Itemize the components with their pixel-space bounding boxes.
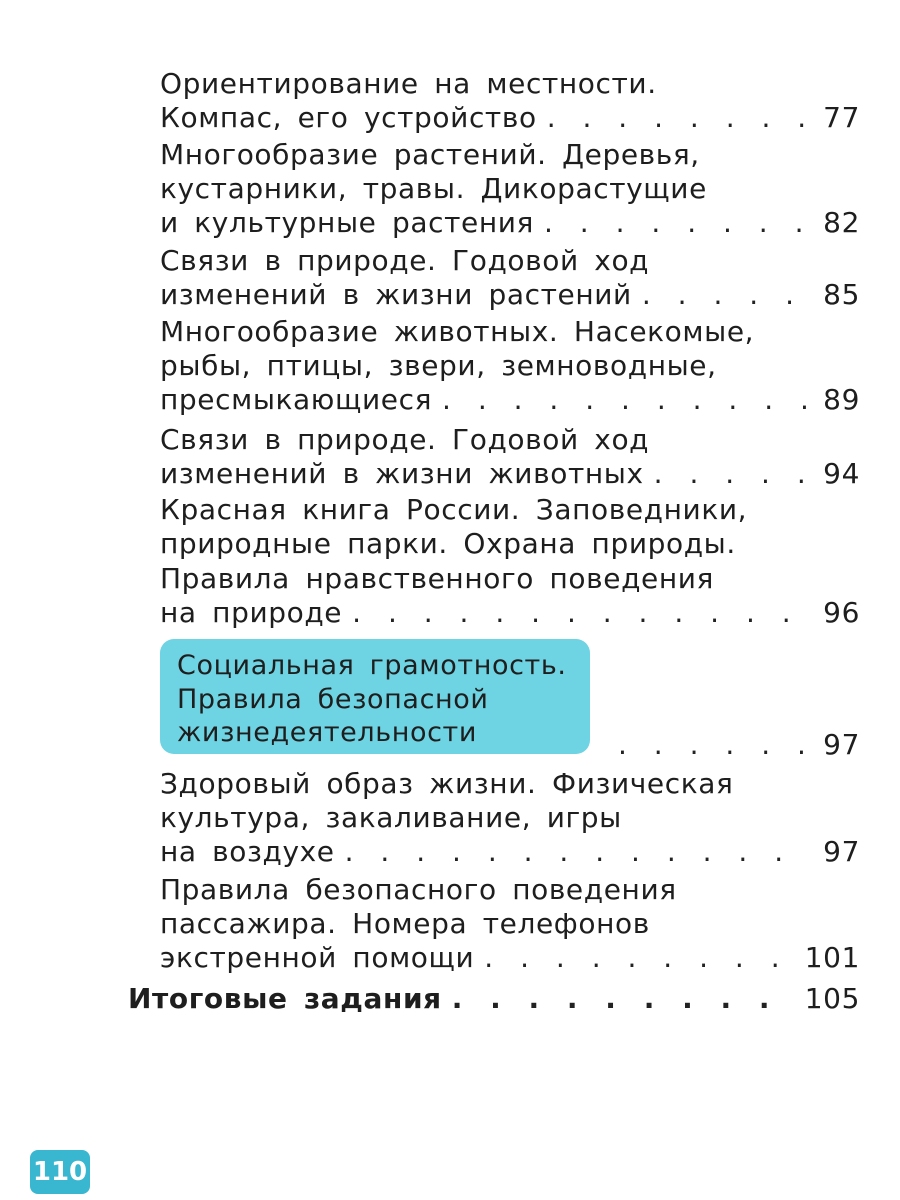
toc-entry-last-line bbox=[160, 940, 860, 976]
toc-entry-line: природные парки. Охрана природы. bbox=[160, 527, 736, 560]
toc-entry-line: Многообразие животных. Насекомые, bbox=[160, 315, 755, 348]
leader-dots bbox=[442, 382, 813, 418]
toc-entry-text: на воздухе bbox=[160, 835, 335, 868]
toc-entry-line: Правила безопасного поведения bbox=[160, 873, 677, 906]
toc-entry-text: Итоговые задания bbox=[128, 982, 442, 1015]
toc-page-number: 77 bbox=[823, 101, 860, 134]
section-heading-line: Правила безопасной bbox=[177, 684, 489, 715]
toc-page-number: 101 bbox=[804, 941, 860, 974]
section-page-line bbox=[600, 727, 860, 763]
leader-dots bbox=[618, 727, 813, 763]
section-heading-line: Социальная грамотность. bbox=[177, 650, 567, 681]
toc-entry-line: кустарники, травы. Дикорастущие bbox=[160, 172, 707, 205]
toc-page-number: 82 bbox=[823, 206, 860, 239]
toc-page-number: 85 bbox=[823, 278, 860, 311]
leader-dots bbox=[547, 100, 813, 136]
toc-page-number: 96 bbox=[823, 596, 860, 629]
toc-entry-text: и культурные растения bbox=[160, 206, 534, 239]
toc-entry-text: изменений в жизни растений bbox=[160, 278, 632, 311]
toc-page-number: 94 bbox=[823, 457, 860, 490]
leader-dots bbox=[345, 834, 814, 870]
toc-entry-line: рыбы, птицы, звери, земноводные, bbox=[160, 349, 717, 382]
toc-entry-text: Компас, его устройство bbox=[160, 101, 537, 134]
toc-entry-line: Связи в природе. Годовой ход bbox=[160, 244, 650, 277]
leader-dots bbox=[654, 456, 814, 492]
toc-entry-last-line bbox=[160, 277, 860, 313]
toc-entry-line: Красная книга России. Заповедники, bbox=[160, 493, 748, 526]
toc-entry-last-line bbox=[128, 981, 860, 1017]
toc-entry-last-line bbox=[160, 595, 860, 631]
toc-page-number: 97 bbox=[823, 835, 860, 868]
toc-entry-line: Правила нравственного поведения bbox=[160, 562, 715, 595]
toc-page-number: 105 bbox=[804, 982, 860, 1015]
toc-entry-text: на природе bbox=[160, 596, 343, 629]
toc-entry-text: экстренной помощи bbox=[160, 941, 475, 974]
toc-entry-last-line bbox=[160, 382, 860, 418]
toc-entry-line: Многообразие растений. Деревья, bbox=[160, 138, 700, 171]
toc-page-number: 89 bbox=[823, 383, 860, 416]
toc-entry-text: пресмыкающиеся bbox=[160, 383, 433, 416]
leader-dots bbox=[452, 981, 795, 1017]
toc-entry-line: Ориентирование на местности. bbox=[160, 67, 657, 100]
leader-dots bbox=[484, 940, 794, 976]
toc-entry-line: пассажира. Номера телефонов bbox=[160, 907, 650, 940]
leader-dots bbox=[352, 595, 813, 631]
toc-entry-last-line bbox=[160, 834, 860, 870]
toc-entry-last-line bbox=[160, 205, 860, 241]
toc-entry-line: культура, закаливание, игры bbox=[160, 801, 622, 834]
leader-dots bbox=[642, 277, 813, 313]
toc-entry-last-line bbox=[160, 100, 860, 136]
toc-entry-line: Связи в природе. Годовой ход bbox=[160, 423, 650, 456]
toc-entry-last-line bbox=[160, 456, 860, 492]
section-heading-line: жизнедеятельности bbox=[177, 717, 478, 748]
page-number-badge: 110 bbox=[30, 1150, 90, 1194]
toc-entry-text: изменений в жизни животных bbox=[160, 457, 644, 490]
leader-dots bbox=[544, 205, 813, 241]
toc-page-number: 97 bbox=[823, 728, 860, 761]
toc-entry-line: Здоровый образ жизни. Физическая bbox=[160, 767, 734, 800]
